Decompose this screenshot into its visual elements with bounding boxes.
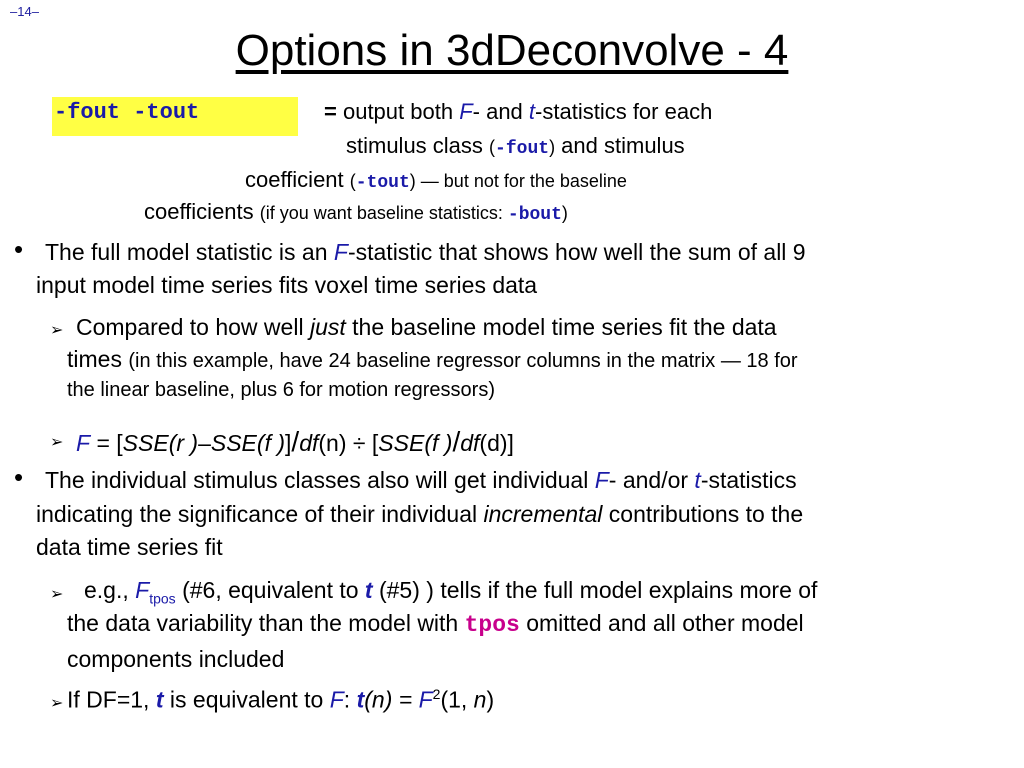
bullet-1-line1: The full model statistic is an F-statistic that shows how well the sum of all 9 [45, 239, 806, 265]
f-formula: F = [SSE(r )–SSE(f )]/df(n) ÷ [SSE(f )/df(d)] [76, 426, 514, 457]
tout-code: -tout [355, 173, 410, 193]
sub-2-1-line2: the data variability than the model with tpos omitted and all other model [67, 610, 804, 638]
bullet-2-line2: indicating the significance of their individual incremental contributions to the [36, 501, 804, 527]
option-desc-line2: stimulus class (-fout) and stimulus [346, 133, 685, 159]
bullet-2-marker: • [14, 462, 24, 492]
bullet-1-line2: input model time series fits voxel time series data [36, 272, 538, 298]
sub-2-1-line1: e.g., $F_{tpos}$ (#6, equivalent to t (#5) ) tells if the full model explains more of [84, 577, 818, 607]
bout-code: -bout [507, 205, 562, 225]
t-symbol: t [694, 467, 701, 493]
tpos-code: tpos [464, 612, 520, 638]
page-number: –14– [10, 4, 39, 19]
bullet-2-line1: The individual stimulus classes also will get individual F- and/or t-statistics [45, 467, 797, 493]
f-symbol: F [333, 239, 348, 265]
option-desc-line3: coefficient (-tout) — but not for the baseline [245, 167, 627, 193]
option-label: -fout -tout [54, 100, 200, 125]
arrow-icon: ➢ [50, 695, 64, 712]
sub-1-1-line3: the linear baseline, plus 6 for motion regressors) [67, 379, 495, 401]
sub-2-1-line3: components included [67, 646, 285, 672]
arrow-icon: ➢ [50, 434, 64, 451]
arrow-icon: ➢ [50, 586, 64, 603]
equals-sign: = [324, 99, 337, 124]
bullet-2-line3: data time series fit [36, 534, 223, 560]
fout-code: -fout [495, 139, 550, 159]
option-desc-line4: coefficients (if you want baseline statistics: -bout) [144, 199, 568, 225]
sub-1-1-line1: Compared to how well just the baseline model time series fit the data [76, 314, 777, 340]
t-symbol: t [528, 99, 536, 124]
option-desc-line1: = output both F- and t-statistics for each [324, 99, 713, 124]
arrow-icon: ➢ [50, 322, 64, 339]
bullet-1-marker: • [14, 234, 24, 264]
sub-1-1-line2: times (in this example, have 24 baseline regressor columns in the matrix — 18 for [67, 346, 798, 372]
slide-title: Options in 3dDeconvolve - 4 [235, 26, 789, 75]
sub-2-2-line: If DF=1, t is equivalent to F: $t(n) = F^2(1$, n) [67, 686, 495, 713]
f-symbol: F [594, 467, 609, 493]
f-symbol: F [459, 99, 473, 124]
